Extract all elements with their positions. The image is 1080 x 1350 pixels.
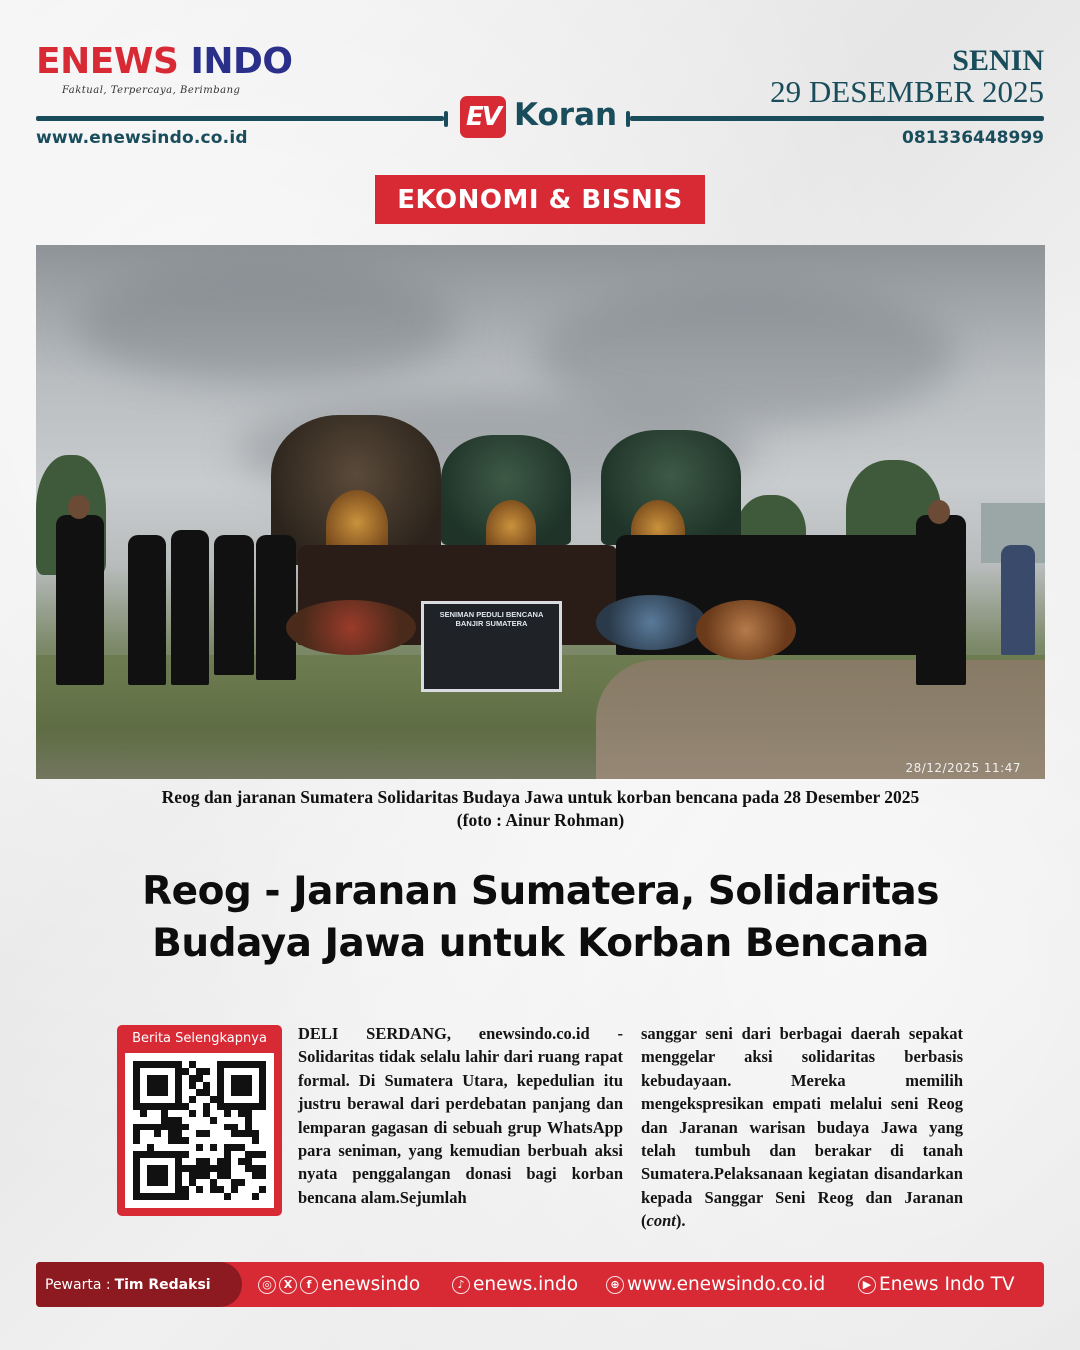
facebook-icon: f	[300, 1276, 318, 1294]
tiktok-icon: ♪	[452, 1276, 470, 1294]
issue-day: SENIN	[952, 44, 1044, 77]
qr-code-icon[interactable]	[133, 1061, 266, 1200]
photo-caption	[36, 786, 1045, 832]
brand-name-part1: ENEWS	[36, 41, 179, 82]
edition-label: Koran	[514, 97, 618, 133]
article-column-2	[641, 1022, 963, 1233]
caption-text: Reog dan jaranan Sumatera Solidaritas Budaya Jawa untuk korban bencana pada 28 Desember 2025	[161, 787, 920, 807]
photo-banner	[421, 601, 562, 692]
footer-bar	[36, 1262, 1044, 1307]
category-badge: EKONOMI & BISNIS	[375, 175, 705, 224]
qr-code-card[interactable]	[117, 1025, 282, 1216]
brand-tagline: Faktual, Terpercaya, Berimbang	[62, 85, 241, 96]
photo-credit: (foto : Ainur Rohman)	[456, 810, 625, 830]
header-divider-right	[630, 116, 1044, 121]
continued-marker: cont	[646, 1211, 676, 1231]
tiktok-link[interactable]	[452, 1262, 578, 1307]
article-headline	[36, 866, 1045, 970]
footer-website-link[interactable]	[606, 1262, 825, 1307]
social-handle: enewsindo	[321, 1274, 421, 1295]
divider-cap	[626, 111, 630, 127]
article-column-2-end: ).	[675, 1211, 686, 1231]
instagram-icon: ◎	[258, 1276, 276, 1294]
reporter-name: Tim Redaksi	[114, 1276, 211, 1293]
youtube-channel: Enews Indo TV	[879, 1274, 1015, 1295]
article-column-2-text: sanggar seni dari berbagai daerah sepakat menggelar aksi solidaritas berbasis kebudayaan. Mereka memilih mengekspresikan empati melalui seni Reog dan Jaranan warisan budaya Jawa yang telah tumbuh dan berakar di tanah Sumatera.Pelaksanaan kegiatan disandarkan kepada Sanggar Seni Reog dan Jaranan (	[641, 1024, 963, 1231]
qr-label: Berita Selengkapnya	[132, 1031, 267, 1046]
social-handle-link[interactable]	[258, 1262, 420, 1307]
globe-icon: ⊕	[606, 1276, 624, 1294]
header-website-link[interactable]: www.enewsindo.co.id	[36, 128, 248, 148]
reporter-credit	[36, 1262, 242, 1307]
article-photo	[36, 245, 1045, 779]
youtube-link[interactable]	[858, 1262, 1015, 1307]
article-column-1: DELI SERDANG, enewsindo.co.id - Solidaritas tidak selalu lahir dari ruang rapat formal. Di Sumatera Utara, kepedulian itu justru berawal dari perdebatan panjang dan lemparan gagasan di sebuah grup WhatsApp para seniman, yang kemudian berbuah aksi nyata penggalangan donasi bagi korban bencana alam.Sejumlah	[298, 1024, 623, 1207]
divider-cap	[444, 111, 448, 127]
issue-date: 29 DESEMBER 2025	[770, 74, 1044, 109]
brand-logo	[36, 41, 293, 82]
header-divider-left	[36, 116, 444, 121]
ev-logo-icon: EV	[460, 96, 506, 138]
headline-line-1: Reog - Jaranan Sumatera, Solidaritas	[142, 869, 939, 914]
banner-line-2: BANJIR SUMATERA	[455, 619, 528, 628]
footer-website: www.enewsindo.co.id	[627, 1274, 826, 1295]
headline-line-2: Budaya Jawa untuk Korban Bencana	[152, 921, 929, 966]
brand-name-part2: INDO	[190, 41, 293, 82]
banner-line-1: SENIMAN PEDULI BENCANA	[439, 610, 544, 619]
header-phone: 081336448999	[902, 128, 1044, 148]
youtube-icon: ▶	[858, 1276, 876, 1294]
reporter-label: Pewarta :	[45, 1276, 111, 1293]
x-icon: X	[279, 1276, 297, 1294]
photo-timestamp: 28/12/2025 11:47	[905, 761, 1021, 775]
tiktok-handle: enews.indo	[473, 1274, 579, 1295]
